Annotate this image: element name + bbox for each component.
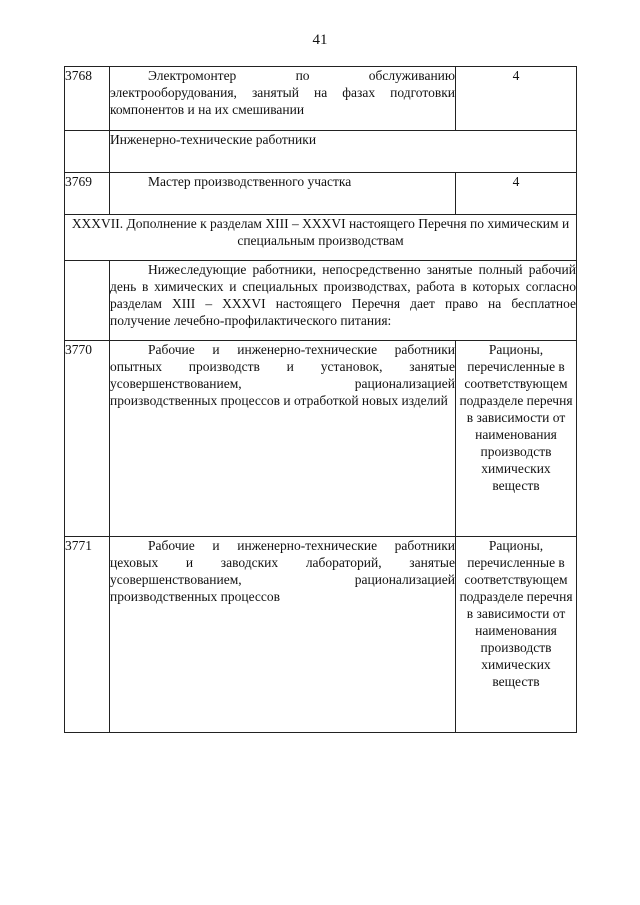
row-number: 3771 [65,537,110,733]
row-description [110,537,456,733]
row-value: 4 [456,173,577,215]
intro-paragraph-text: Нижеследующие работники, непосредственно занятые полный рабочий день в химических и специальных производствах, работа в которых согласно разделам XIII – XXXVI настоящего Перечня дает право на бесплатное получение лечебно-профилактического питания: [110,262,576,328]
row-description [110,173,456,215]
row-value: Рационы, перечисленные в соответствующем подразделе перечня в зависимости от наименования производств химических веществ [456,537,577,733]
page-number: 41 [312,32,328,48]
table-row [65,67,577,131]
table-row [65,131,577,173]
table-row [65,261,577,341]
row-description-text: Электромонтер по обслуживанию электрооборудования, занятый на фазах подготовки компонентов и на их смешивании [110,68,455,117]
empty-cell [65,261,110,341]
table-row [65,341,577,537]
table-row [65,215,577,261]
table-row [65,173,577,215]
table-row [65,537,577,733]
intro-paragraph [110,261,577,341]
empty-cell [65,131,110,173]
row-number: 3770 [65,341,110,537]
row-number: 3768 [65,67,110,131]
row-number: 3769 [65,173,110,215]
row-description-text: Рабочие и инженерно-технические работники опытных производств и установок, занятые усовершенствованием, рационализацией производственных процессов и отработкой новых изделий [110,342,455,408]
document-table [64,66,577,733]
row-description-text: Мастер производственного участка [148,174,352,189]
row-description-text: Рабочие и инженерно-технические работники цеховых и заводских лабораторий, занятые усовершенствованием, рационализацией производственных процессов [110,538,455,604]
row-description [110,67,456,131]
row-description [110,341,456,537]
row-value: 4 [456,67,577,131]
subheading: Инженерно-технические работники [110,131,577,173]
row-value: Рационы, перечисленные в соответствующем подразделе перечня в зависимости от наименования производств химических веществ [456,341,577,537]
section-heading: XXXVII. Дополнение к разделам XIII – XXXVI настоящего Перечня по химическим и специальным производствам [65,215,577,261]
